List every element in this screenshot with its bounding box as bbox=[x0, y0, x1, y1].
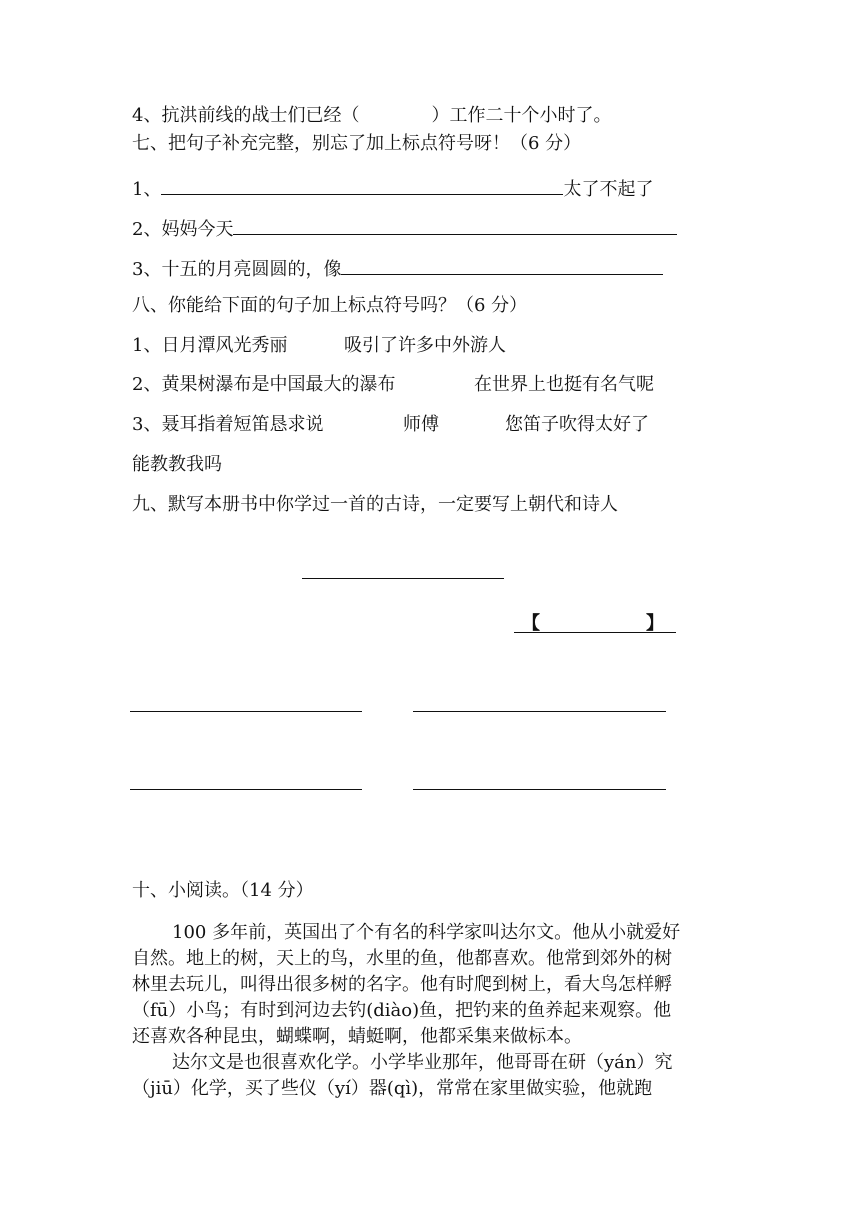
poem-line-3-blank[interactable] bbox=[130, 789, 362, 790]
section-8-heading: 八、你能给下面的句子加上标点符号吗？（6 分） bbox=[132, 295, 528, 316]
section-8-item-3b: 师傅 bbox=[403, 414, 439, 435]
section-7-heading: 七、把句子补充完整，别忘了加上标点符号呀！（6 分） bbox=[132, 133, 582, 154]
reading-line-6: 达尔文是也很喜欢化学。小学毕业那年，他哥哥在研（yán）究 bbox=[172, 1052, 673, 1073]
section-8-item-3-continued: 能教教我吗 bbox=[132, 454, 222, 475]
fill-blank-3[interactable] bbox=[341, 254, 663, 275]
question-6-item-4: 4、抗洪前线的战士们已经（ ）工作二十个小时了。 bbox=[132, 105, 612, 126]
section-10-heading: 十、小阅读。（14 分） bbox=[132, 880, 314, 901]
poem-title-blank[interactable] bbox=[302, 578, 504, 579]
section-7-item-1 bbox=[132, 174, 653, 202]
item-1-suffix: 太了不起了 bbox=[563, 179, 654, 200]
bracket-close: 】 bbox=[646, 613, 664, 634]
reading-line-7: （jiū）化学，买了些仪（yí）器(qì)，常常在家里做实验，他就跑 bbox=[132, 1078, 653, 1099]
reading-line-5: 还喜欢各种昆虫，蝴蝶啊，蜻蜓啊，他都采集来做标本。 bbox=[132, 1026, 582, 1047]
section-8-item-3a: 3、聂耳指着短笛恳求说 bbox=[132, 414, 324, 435]
section-8-item-1a: 1、日月潭风光秀丽 bbox=[132, 335, 288, 356]
section-8-item-2a: 2、黄果树瀑布是中国最大的瀑布 bbox=[132, 374, 396, 395]
section-7-item-3 bbox=[132, 254, 663, 282]
section-8-item-1b: 吸引了许多中外游人 bbox=[344, 335, 506, 356]
section-8-item-3c: 您笛子吹得太好了 bbox=[505, 414, 649, 435]
poem-line-1-blank[interactable] bbox=[130, 711, 362, 712]
item-2-prefix: 2、妈妈今天 bbox=[132, 219, 234, 240]
reading-line-1: 100 多年前，英国出了个有名的科学家叫达尔文。他从小就爱好 bbox=[172, 922, 681, 943]
section-7-item-2 bbox=[132, 214, 677, 242]
fill-blank-1[interactable] bbox=[161, 174, 563, 195]
fill-blank-2[interactable] bbox=[233, 214, 677, 235]
poem-line-2-blank[interactable] bbox=[413, 711, 666, 712]
item-3-prefix: 3、十五的月亮圆圆的，像 bbox=[132, 259, 342, 280]
dynasty-poet-blank[interactable] bbox=[514, 612, 676, 633]
poem-line-4-blank[interactable] bbox=[413, 789, 666, 790]
section-8-item-2b: 在世界上也挺有名气呢 bbox=[474, 374, 654, 395]
section-9-heading: 九、默写本册书中你学过一首的古诗，一定要写上朝代和诗人 bbox=[132, 494, 618, 515]
reading-line-3: 林里去玩儿，叫得出很多树的名字。他有时爬到树上，看大鸟怎样孵 bbox=[132, 974, 672, 995]
reading-line-4: （fū）小鸟；有时到河边去钓(diào)鱼，把钓来的鱼养起来观察。他 bbox=[132, 1000, 672, 1021]
item-1-prefix: 1、 bbox=[132, 179, 162, 200]
reading-line-2: 自然。地上的树，天上的鸟，水里的鱼，他都喜欢。他常到郊外的树 bbox=[132, 948, 672, 969]
bracket-open: 【 bbox=[522, 613, 540, 634]
